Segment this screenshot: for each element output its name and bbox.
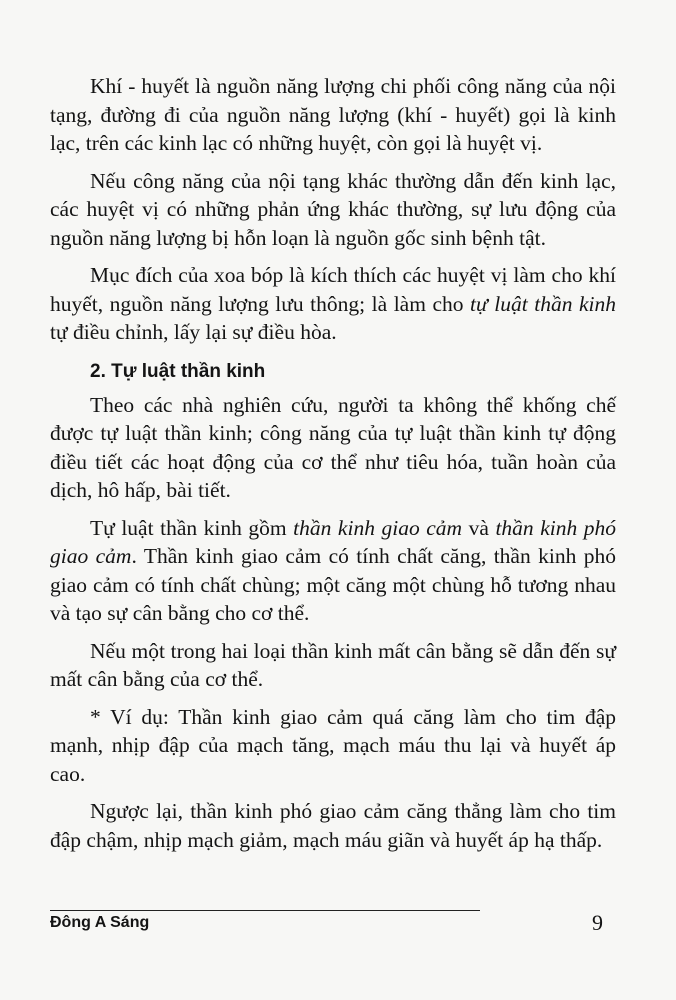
paragraph-text: và xyxy=(462,515,496,540)
footer-rule xyxy=(50,910,480,911)
paragraph-text: . Thần kinh giao cảm có tính chất căng, thần kinh phó giao cảm có tính chất chùng; một căng một chùng hỗ tương nhau và tạo sự cân bằng cho cơ thể. xyxy=(50,544,616,625)
paragraph-muc-dich xyxy=(50,261,616,347)
italic-term: thần kinh phó giao cảm xyxy=(50,515,616,568)
page-number: 9 xyxy=(592,910,603,935)
paragraph-khi-huyet: Khí - huyết là nguồn năng lượng chi phối công năng của nội tạng, đường đi của nguồn năng lượng (khí - huyết) gọi là kinh lạc, trên các kinh lạc có những huyệt, còn gọi là huyệt vị. xyxy=(50,74,616,155)
italic-term: tự luật thần kinh xyxy=(470,291,616,316)
paragraph-nghien-cuu: Theo các nhà nghiên cứu, người ta không thể khống chế được tự luật thần kinh; công năng của tự luật thần kinh tự động điều tiết các hoạt động của cơ thể như tiêu hóa, tuần hoàn của dịch, hô hấp, bài tiết. xyxy=(50,392,616,502)
paragraph-cong-nang: Nếu công năng của nội tạng khác thường dẫn đến kinh lạc, các huyệt vị có những phản ứng khác thường, sự lưu động của nguồn năng lượng bị hỗn loạn là nguồn gốc sinh bệnh tật. xyxy=(50,168,616,250)
paragraph-vi-du: * Ví dụ: Thần kinh giao cảm quá căng làm cho tim đập mạnh, nhịp đập của mạch tăng, mạch máu thu lại và huyết áp cao. xyxy=(50,704,616,786)
paragraph-nguoc-lai: Ngược lại, thần kinh phó giao cảm căng thẳng làm cho tim đập chậm, nhịp mạch giảm, mạch máu giãn và huyết áp hạ thấp. xyxy=(50,799,616,852)
italic-term: thần kinh giao cảm xyxy=(293,515,463,540)
paragraph-text: Tự luật thần kinh gồm xyxy=(90,515,294,540)
publisher-name: Đông A Sáng xyxy=(50,914,150,931)
paragraph-text: tự điều chỉnh, lấy lại sự điều hòa. xyxy=(50,320,337,344)
paragraph-giao-cam xyxy=(50,514,616,628)
paragraph-text: Mục đích của xoa bóp là kích thích các huyệt vị làm cho khí huyết, nguồn năng lượng lưu thông; là làm cho xyxy=(50,263,616,316)
paragraph-mat-can-bang: Nếu một trong hai loại thần kinh mất cân bằng sẽ dẫn đến sự mất cân bằng của cơ thể. xyxy=(50,638,616,691)
body-text xyxy=(50,72,616,859)
section-heading: 2. Tự luật thần kinh xyxy=(90,360,266,382)
